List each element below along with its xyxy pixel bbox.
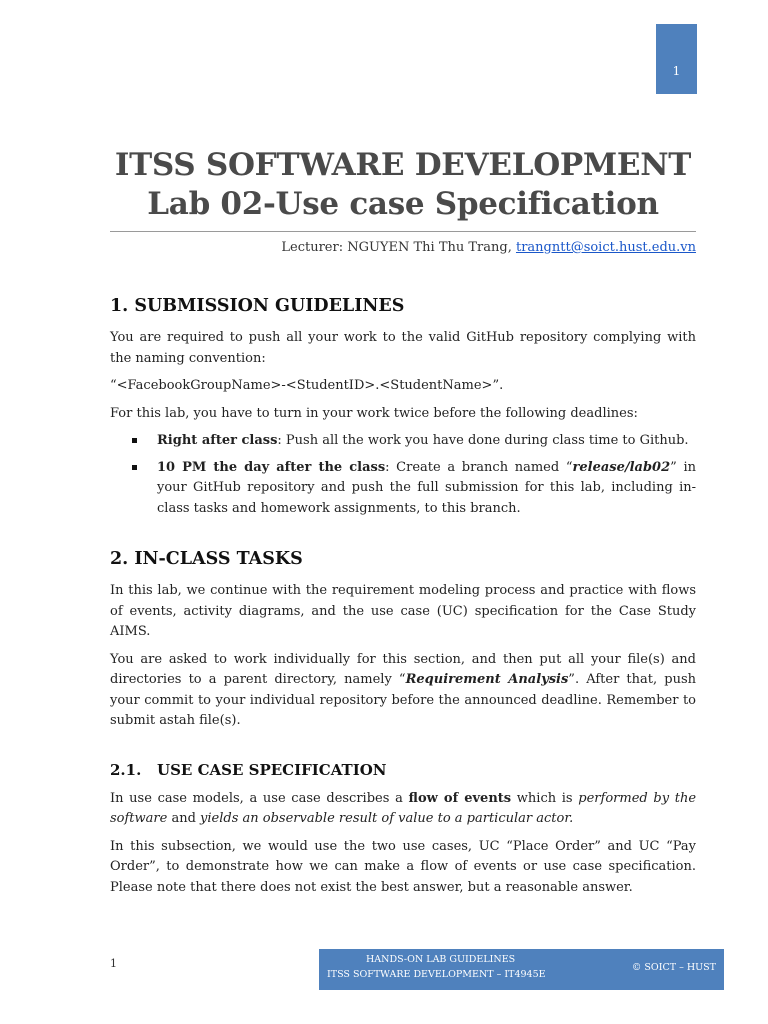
footer-line-1: HANDS-ON LAB GUIDELINES (366, 954, 516, 965)
lecturer-line (110, 240, 696, 255)
document-title (110, 146, 696, 224)
branch-name: release/lab02 (572, 459, 671, 475)
section-1-heading: 1. SUBMISSION GUIDELINES (110, 296, 405, 316)
lecturer-email-link[interactable]: trangntt@soict.hust.edu.vn (515, 240, 696, 255)
section-1-paragraph-1: You are required to push all your work to the valid GitHub repository complying with the naming convention: (110, 330, 696, 366)
page-number-badge-text: 1 (672, 64, 681, 78)
footer-line-2: ITSS SOFTWARE DEVELOPMENT – IT4945E (327, 969, 546, 980)
list-item (110, 458, 696, 520)
footer-banner (319, 949, 724, 990)
footer-page-number: 1 (110, 957, 117, 970)
section-2-paragraph-2-b: ”. After that, push your commit to your individual repository before the announced deadline. Remember to submit astah file(s). (110, 672, 696, 728)
uc-flow-of-events: flow of events (408, 790, 512, 806)
uc-text-a: In use case models, a use case describes a (110, 790, 409, 806)
lecturer-name: Lecturer: NGUYEN Thi Thu Trang, (281, 240, 516, 255)
uc-text-c: and (167, 811, 201, 826)
deadline-2-text-a: : Create a branch named “ (385, 459, 573, 475)
uc-yields: yields an observable result of value to a particular actor. (200, 811, 574, 826)
section-2-1-paragraph-2: In this subsection, we would use the two use cases, UC “Place Order” and UC “Pay Order”, to demonstrate how we can make a flow of events or use case specification. Please note that there does not exist the best answer, but a reasonable answer. (110, 838, 696, 895)
section-2-1-paragraph-1 (110, 789, 696, 830)
section-2-heading: 2. IN-CLASS TASKS (110, 549, 303, 569)
directory-name: Requirement Analysis (405, 672, 569, 687)
title-line-2: Lab 02-Use case Specification (147, 186, 659, 222)
deadline-1-label: Right after class (157, 433, 278, 448)
title-divider (110, 231, 696, 232)
uc-text-b: which is (511, 790, 579, 806)
deadline-2-text-b: ” in your GitHub repository and push the full submission for this lab, including in-class tasks and homework assignments, to this branch. (157, 459, 696, 516)
title-line-1: ITSS SOFTWARE DEVELOPMENT (114, 147, 692, 183)
deadline-1-text: : Push all the work you have done during class time to Github. (277, 433, 689, 448)
section-2-1-number: 2.1. (110, 760, 142, 779)
square-bullet-icon (132, 438, 137, 443)
footer-copyright: © SOICT – HUST (631, 962, 716, 973)
document-body (110, 294, 696, 905)
section-2-paragraph-2-a: You are asked to work individually for this section, and then put all your file(s) and directories to a parent directory, namely “ (110, 651, 696, 687)
list-item (110, 431, 696, 452)
section-2-paragraph-1: In this lab, we continue with the requirement modeling process and practice with flows of events, activity diagrams, and the use case (UC) specification for the Case Study AIMS. (110, 583, 696, 639)
section-1-paragraph-3: For this lab, you have to turn in your work twice before the following deadlines: (110, 405, 638, 421)
section-2-1-heading (110, 759, 696, 781)
deadline-list (110, 431, 696, 519)
page-number-badge (656, 24, 697, 94)
square-bullet-icon (132, 465, 137, 470)
section-2-paragraph-2 (110, 650, 696, 732)
naming-convention: “<FacebookGroupName>-<StudentID>.<StudentName>”. (110, 378, 504, 393)
section-2-1-title: USE CASE SPECIFICATION (157, 760, 387, 779)
uc-performed: performed by the software (110, 790, 697, 826)
deadline-2-label: 10 PM the day after the class (157, 459, 386, 475)
